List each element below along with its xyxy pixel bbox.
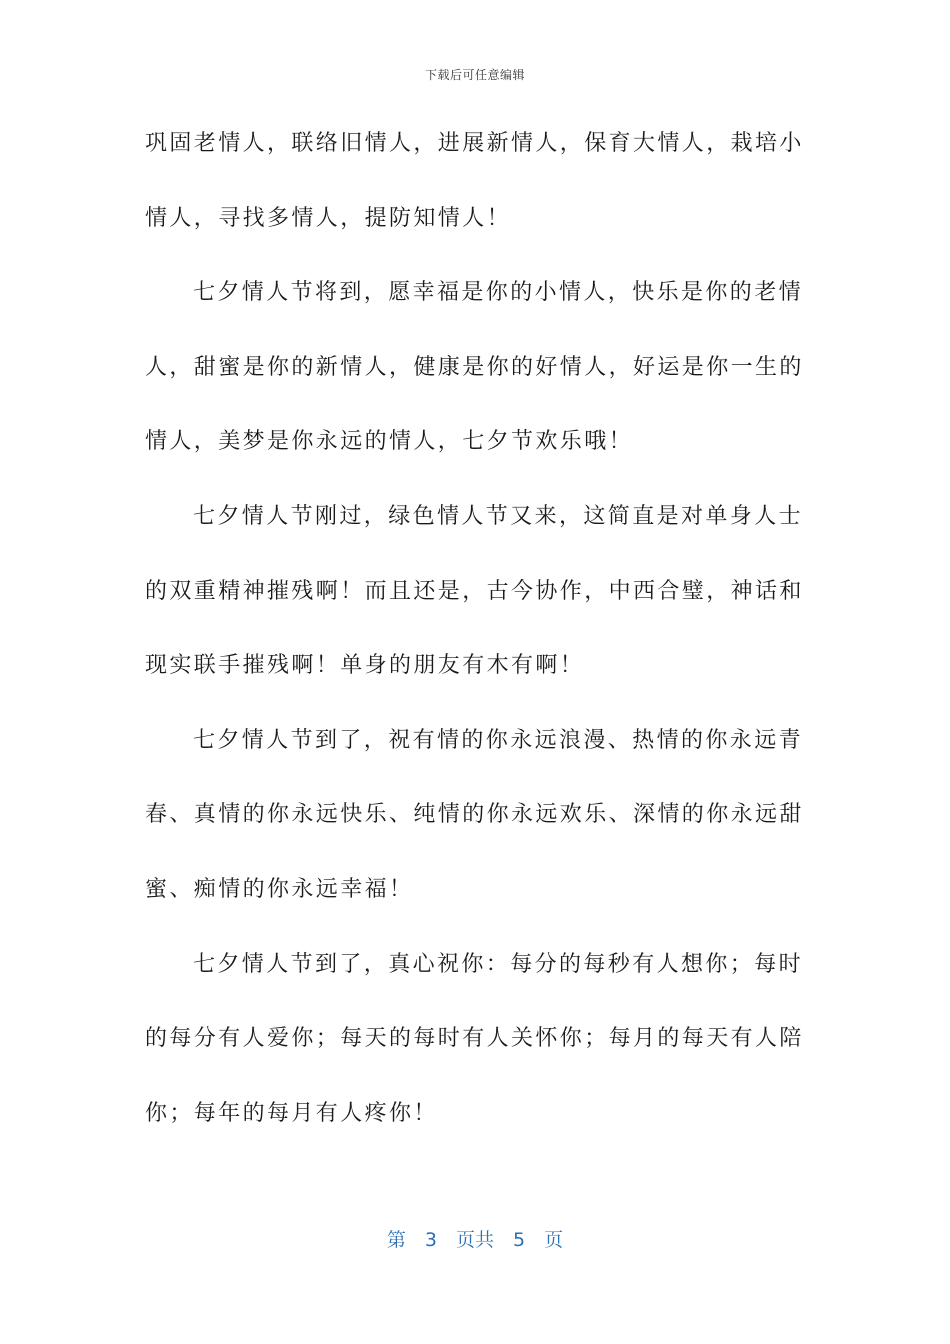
text-line: 人，甜蜜是你的新情人，健康是你的好情人，好运是你一生的 — [145, 354, 804, 380]
text-line: 春、真情的你永远快乐、纯情的你永远欢乐、深情的你永远甜 — [145, 802, 804, 828]
text-line: 情人，寻找多情人，提防知情人！ — [145, 205, 512, 231]
page-header: 下载后可任意编辑 — [424, 68, 525, 82]
text-line: 蜜、痴情的你永远幸福！ — [145, 876, 414, 902]
page-number-text: 第 3 页共 5 页 — [386, 1229, 564, 1251]
text-line: 你；每年的每月有人疼你！ — [145, 1100, 438, 1126]
paragraph-first-line: 七夕情人节将到，愿幸福是你的小情人，快乐是你的老情 — [193, 280, 804, 306]
paragraph-first-line: 七夕情人节刚过，绿色情人节又来，这简直是对单身人士 — [193, 503, 804, 529]
page-number-footer — [0, 1225, 950, 1252]
document-body — [145, 120, 804, 1164]
paragraph-first-line: 七夕情人节到了，真心祝你：每分的每秒有人想你；每时 — [193, 951, 804, 977]
text-line: 的每分有人爱你；每天的每时有人关怀你；每月的每天有人陪 — [145, 1026, 804, 1052]
text-line: 情人，美梦是你永远的情人，七夕节欢乐哦！ — [145, 429, 634, 455]
text-line: 的双重精神摧残啊！而且还是，古今协作，中西合璧，神话和 — [145, 578, 804, 604]
paragraph-first-line: 七夕情人节到了，祝有情的你永远浪漫、热情的你永远青 — [193, 727, 804, 753]
text-line: 现实联手摧残啊！单身的朋友有木有啊！ — [145, 653, 585, 679]
text-line: 巩固老情人，联络旧情人，进展新情人，保育大情人，栽培小 — [145, 131, 804, 156]
